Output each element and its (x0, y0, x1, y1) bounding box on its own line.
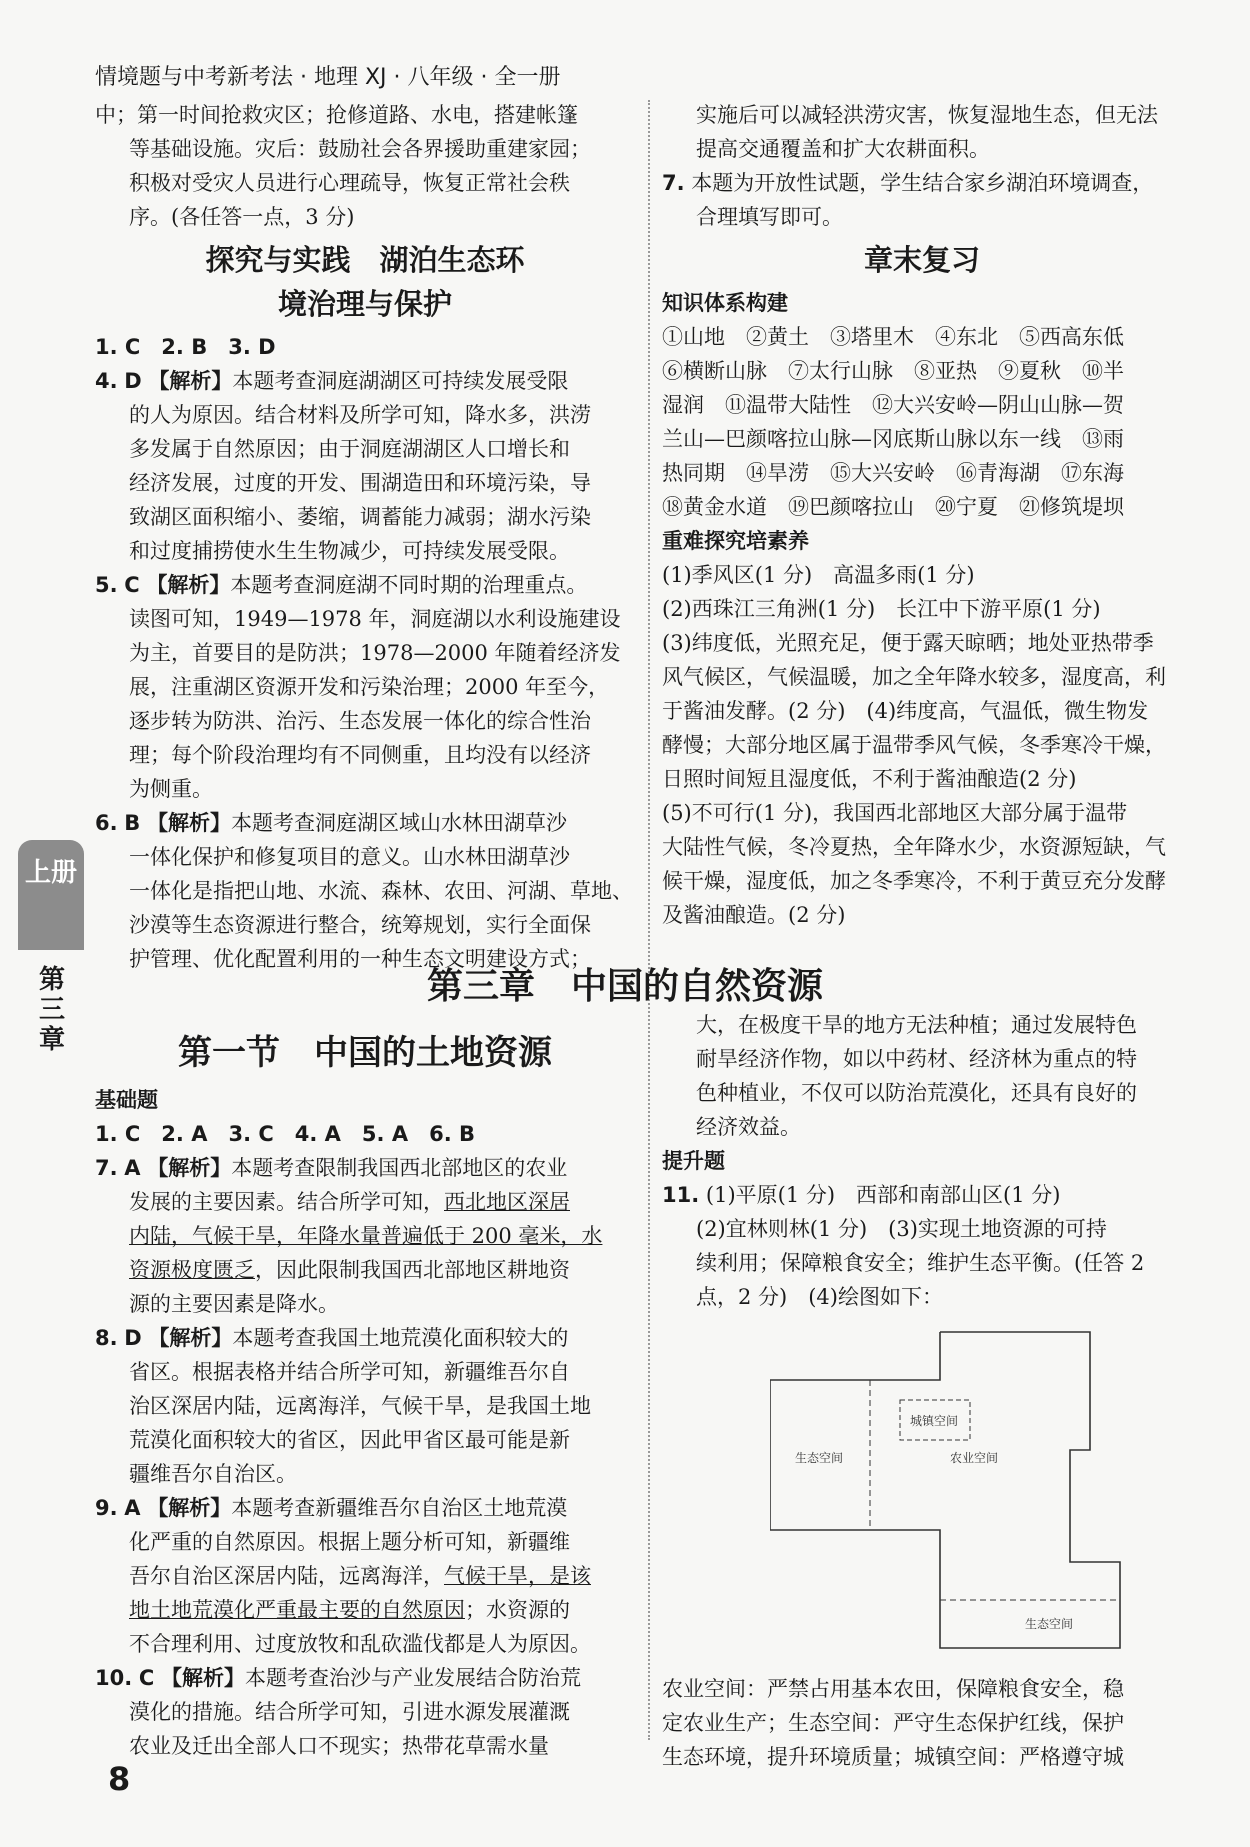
hard-topic-title: 重难探究培素养 (662, 529, 809, 553)
analysis-tag: 【解析】 (146, 810, 231, 835)
knowledge-line: ⑱黄金水道 ⑲巴颜喀拉山 ⑳宁夏 ㉑修筑堤坝 (662, 495, 1124, 519)
analysis-text: 漠化的措施。结合所学可知，引进水源发展灌溉 (129, 1700, 570, 1724)
analysis-tag: 【解析】 (147, 1495, 232, 1520)
map-label-agri: 农业空间 (950, 1451, 999, 1465)
analysis-text: 沙漠等生态资源进行整合，统筹规划，实行全面保 (129, 913, 591, 937)
intro-line: 经济效益。 (696, 1115, 801, 1139)
explanation-line: 农业空间：严禁占用基本农田，保障粮食安全，稳 (662, 1677, 1124, 1701)
knowledge-line: 湿润 ⑪温带大陆性 ⑫大兴安岭—阴山山脉—贺 (662, 393, 1124, 417)
hard-line: 风气候区，气候温暖，加之全年降水较多，湿度高，利 (662, 665, 1166, 689)
underlined-text: 地土地荒漠化严重最主要的自然原因 (129, 1598, 465, 1622)
book-tab: 上册 (18, 840, 84, 950)
hard-line: 日照时间短且湿度低，不利于酱油酿造(2 分) (662, 767, 1077, 791)
hard-line: (5)不可行(1 分)，我国西北部地区大部分属于温带 (662, 801, 1128, 825)
question-number: 7. (662, 171, 685, 195)
hard-line: (3)纬度低，光照充足，便于露天晾晒；地处亚热带季 (662, 631, 1154, 655)
intro-line: 等基础设施。灾后：鼓励社会各界援助重建家园； (129, 137, 591, 161)
analysis-tag: 【解析】 (147, 1155, 232, 1180)
analysis-text: 一体化是指把山地、水流、森林、农田、河湖、草地、 (129, 879, 633, 903)
question-number: 6. (95, 811, 118, 835)
answer-text: 续利用；保障粮食安全；维护生态平衡。(任答 2 (696, 1251, 1145, 1275)
map-label-urban: 城镇空间 (910, 1414, 959, 1428)
knowledge-line: 热同期 ⑭旱涝 ⑮大兴安岭 ⑯青海湖 ⑰东海 (662, 461, 1124, 485)
intro-line: 中；第一时间抢救灾区；抢修道路、水电，搭建帐篷 (95, 103, 578, 127)
right-bottom-column (662, 1008, 1182, 1314)
basic-title: 基础题 (95, 1088, 158, 1112)
analysis-text: 逐步转为防洪、治污、生态发展一体化的综合性治 (129, 709, 591, 733)
answer-letter: A (124, 1156, 141, 1180)
answer-text: 合理填写即可。 (696, 205, 843, 229)
page-header: 情境题与中考新考法 · 地理 XJ · 八年级 · 全一册 (95, 65, 561, 90)
answer-text: 点，2 分) (4)绘图如下： (696, 1285, 943, 1309)
analysis-text: 为主，首要目的是防洪；1978—2000 年随着经济发 (129, 641, 621, 665)
answer-text: 本题为开放性试题，学生结合家乡湖泊环境调查， (691, 171, 1154, 195)
analysis-tag: 【解析】 (161, 1665, 245, 1690)
left-bottom-column (95, 1083, 635, 1763)
analysis-text: 治区深居内陆，远离海洋，气候干旱，是我国土地 (129, 1394, 591, 1418)
analysis-text: 农业及迁出全部人口不现实；热带花草需水量 (129, 1734, 549, 1758)
column-divider (648, 100, 650, 1740)
analysis-tag: 【解析】 (148, 1325, 233, 1350)
question-number: 8. (95, 1326, 118, 1350)
answer-letter: C (138, 1666, 155, 1690)
section-title: 第一节 中国的土地资源 (178, 1033, 552, 1073)
analysis-text: 荒漠化面积较大的省区，因此甲省区最可能是新 (129, 1428, 570, 1452)
question-5 (95, 568, 635, 806)
map-explanation (662, 1672, 1182, 1774)
chapter-title: 第三章 中国的自然资源 (426, 965, 823, 1007)
answer-text: (1)平原(1 分) 西部和南部山区(1 分) (705, 1183, 1061, 1207)
land-use-map (770, 1330, 1130, 1650)
analysis-text: 发展的主要因素。结合所学可知， (129, 1190, 444, 1214)
analysis-text: ；水资源的 (465, 1598, 570, 1622)
analysis-text: 源的主要因素是降水。 (129, 1292, 339, 1316)
underlined-text: 资源极度匮乏 (129, 1258, 255, 1282)
analysis-text: ，因此限制我国西北部地区耕地资 (255, 1258, 570, 1282)
hard-line: 于酱油发酵。(2 分) (4)纬度高，气温低，微生物发 (662, 699, 1149, 723)
left-top-column (95, 98, 635, 976)
analysis-text: 本题考查限制我国西北部地区的农业 (231, 1156, 568, 1180)
chapter-tab: 第三章 (38, 965, 65, 1055)
hard-line: 酵慢；大部分地区属于温带季风气候，冬季寒冷干燥， (662, 733, 1166, 757)
explanation-line: 定农业生产；生态空间：严守生态保护红线，保护 (662, 1711, 1124, 1735)
analysis-text: 理；每个阶段治理均有不同侧重，且均没有以经济 (129, 743, 591, 767)
analysis-text: 读图可知，1949—1978 年，洞庭湖以水利设施建设 (129, 607, 621, 631)
map-label-eco-bottom: 生态空间 (1025, 1617, 1074, 1631)
analysis-text: 本题考查我国土地荒漠化面积较大的 (232, 1326, 569, 1350)
intro-line: 耐旱经济作物，如以中药材、经济林为重点的特 (696, 1047, 1137, 1071)
map-label-eco-left: 生态空间 (795, 1451, 844, 1465)
analysis-text: 致湖区面积缩小、萎缩，调蓄能力减弱；湖水污染 (129, 505, 591, 529)
analysis-text: 和过度捕捞使水生生物减少，可持续发展受限。 (129, 539, 570, 563)
lake-section-title (95, 238, 635, 326)
analysis-text: 本题考查洞庭湖区域山水林田湖草沙 (230, 811, 567, 835)
analysis-text: 为侧重。 (129, 777, 213, 801)
explanation-line: 生态环境，提升环境质量；城镇空间：严格遵守城 (662, 1745, 1124, 1769)
answer-letter: B (124, 811, 141, 835)
answer-letter: D (124, 1326, 142, 1350)
analysis-text: 不合理利用、过度放牧和乱砍滥伐都是人为原因。 (129, 1632, 591, 1656)
analysis-text: 化严重的自然原因。根据上题分析可知，新疆维 (129, 1530, 570, 1554)
intro-line: 大，在极度干旱的地方无法种植；通过发展特色 (696, 1013, 1137, 1037)
question-9 (95, 1491, 635, 1661)
map-outline (770, 1332, 1120, 1648)
knowledge-line: 兰山—巴颜喀拉山脉—冈底斯山脉以东一线 ⑬雨 (662, 427, 1124, 451)
analysis-text: 本题考查治沙与产业发展结合防治荒 (245, 1666, 581, 1690)
hard-line: 候干燥，湿度低，加之冬季寒冷，不利于黄豆充分发酵 (662, 869, 1166, 893)
right-top-column (662, 98, 1182, 932)
question-number: 9. (95, 1496, 118, 1520)
analysis-text: 经济发展，过度的开发、围湖造田和环境污染，导 (129, 471, 591, 495)
analysis-text: 护管理、优化配置利用的一种生态文明建设方式； (129, 947, 591, 971)
analysis-text: 本题考查洞庭湖不同时期的治理重点。 (230, 573, 588, 597)
analysis-text: 本题考查新疆维吾尔自治区土地荒漠 (231, 1496, 568, 1520)
question-number: 11. (662, 1183, 700, 1207)
analysis-tag: 【解析】 (148, 368, 233, 393)
answers-1-6: 1. C 2. A 3. C 4. A 5. A 6. B (95, 1122, 475, 1146)
analysis-text: 吾尔自治区深居内陆，远离海洋， (129, 1564, 444, 1588)
underlined-text: 气候干旱，是该 (444, 1564, 591, 1588)
answer-text: (2)宜林则林(1 分) (3)实现土地资源的可持 (696, 1217, 1107, 1241)
question-4 (95, 364, 635, 568)
analysis-text: 省区。根据表格并结合所学可知，新疆维吾尔自 (129, 1360, 570, 1384)
question-number: 4. (95, 369, 118, 393)
question-6 (95, 806, 635, 976)
question-10 (95, 1661, 635, 1763)
question-number: 5. (95, 573, 118, 597)
answer-letter: D (124, 369, 142, 393)
hard-line: (1)季风区(1 分) 高温多雨(1 分) (662, 563, 975, 587)
question-7 (95, 1151, 635, 1321)
advanced-title: 提升题 (662, 1149, 725, 1173)
knowledge-title: 知识体系构建 (662, 291, 788, 315)
analysis-text: 展，注重湖区资源开发和污染治理；2000 年至今， (129, 675, 610, 699)
intro-line: 实施后可以减轻洪涝灾害，恢复湿地生态，但无法 (696, 103, 1158, 127)
intro-line: 提高交通覆盖和扩大农耕面积。 (696, 137, 990, 161)
intro-line: 色种植业，不仅可以防治荒漠化，还具有良好的 (696, 1081, 1137, 1105)
lake-section-title-line2: 境治理与保护 (277, 287, 452, 321)
knowledge-line: ⑥横断山脉 ⑦太行山脉 ⑧亚热 ⑨夏秋 ⑩半 (662, 359, 1124, 383)
analysis-text: 本题考查洞庭湖湖区可持续发展受限 (232, 369, 569, 393)
question-8 (95, 1321, 635, 1491)
lake-section-title-line1: 探究与实践 湖泊生态环 (205, 243, 525, 277)
analysis-tag: 【解析】 (146, 572, 231, 597)
answers-1-3: 1. C 2. B 3. D (95, 335, 276, 359)
intro-line: 序。(各任答一点，3 分) (129, 205, 355, 229)
hard-line: (2)西珠江三角洲(1 分) 长江中下游平原(1 分) (662, 597, 1101, 621)
underlined-text: 内陆，气候干旱，年降水量普遍低于 200 毫米，水 (129, 1224, 603, 1248)
answer-letter: A (124, 1496, 141, 1520)
question-number: 10. (95, 1666, 133, 1690)
review-title: 章末复习 (863, 243, 980, 277)
intro-line: 积极对受灾人员进行心理疏导，恢复正常社会秩 (129, 171, 570, 195)
question-number: 7. (95, 1156, 118, 1180)
hard-line: 及酱油酿造。(2 分) (662, 903, 846, 927)
analysis-text: 的人为原因。结合材料及所学可知，降水多，洪涝 (129, 403, 591, 427)
analysis-text: 一体化保护和修复项目的意义。山水林田湖草沙 (129, 845, 570, 869)
page-number: 8 (108, 1760, 131, 1798)
hard-line: 大陆性气候，冬冷夏热，全年降水少，水资源短缺，气 (662, 835, 1166, 859)
knowledge-line: ①山地 ②黄土 ③塔里木 ④东北 ⑤西高东低 (662, 325, 1124, 349)
underlined-text: 西北地区深居 (444, 1190, 570, 1214)
analysis-text: 多发属于自然原因；由于洞庭湖湖区人口增长和 (129, 437, 570, 461)
answer-letter: C (124, 573, 140, 597)
analysis-text: 疆维吾尔自治区。 (129, 1462, 297, 1486)
